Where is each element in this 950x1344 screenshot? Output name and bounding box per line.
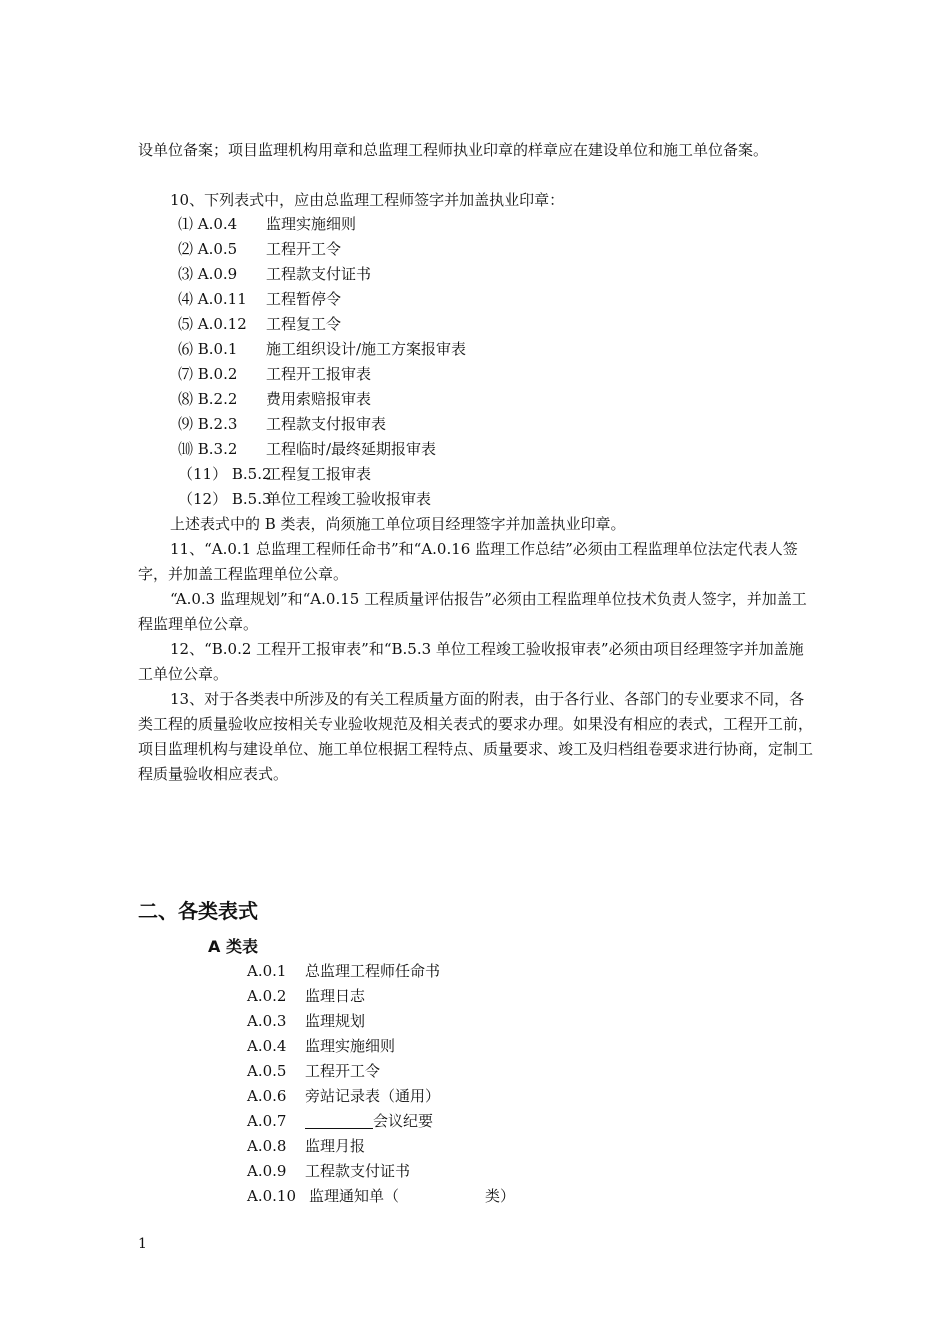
list-item: A.0.1 总监理工程师任命书 [247,962,441,980]
paragraph-item-10: 10、下列表式中，应由总监理工程师签字并加盖执业印章： [170,191,565,209]
list-item: A.0.10 监理通知单（ 类） [247,1187,516,1205]
paragraph-item-11: 11、“A.0.1 总监理工程师任命书”和“A.0.16 监理工作总结”必须由工程监理单位法定代表人签字，并加盖工程监理单位公章。 [138,540,798,583]
list-item: A.0.6 旁站记录表（通用） [247,1087,441,1105]
page-number: 1 [138,1236,147,1252]
list-item: A.0.3 监理规划 [247,1012,366,1030]
list-item: ⑽ B.3.2 工程临时/最终延期报审表 [178,440,437,458]
list-item: A.0.7 会议纪要 [247,1112,434,1130]
list-item: A.0.2 监理日志 [247,987,366,1005]
a-form-list [247,959,515,1209]
stamp-form-list [178,212,466,512]
paragraph-tech-lead: “A.0.3 监理规划”和“A.0.15 工程质量评估报告”必须由工程监理单位技术负责人签字，并加盖工程监理单位公章。 [138,590,807,633]
paragraph-filing: 设单位备案；项目监理机构用章和总监理工程师执业印章的样章应在建设单位和施工单位备案。 [138,141,769,159]
list-item: ⑵ A.0.5 工程开工令 [178,240,342,258]
paragraph-item-13: 13、对于各类表中所涉及的有关工程质量方面的附表，由于各行业、各部门的专业要求不同，各类工程的质量验收应按相关专业验收规范及相关表式的要求办理。如果没有相应的表式，工程开工前，项目监理机构与建设单位、施工单位根据工程特点、质量要求、竣工及归档组卷要求进行协商，定制工程质量验收相应表式。 [138,690,814,783]
list-item: A.0.4 监理实施细则 [247,1037,396,1055]
list-item: A.0.9 工程款支付证书 [247,1162,411,1180]
paragraph-item-12: 12、“B.0.2 工程开工报审表”和“B.5.3 单位工程竣工验收报审表”必须由项目经理签字并加盖施工单位公章。 [138,640,804,683]
paragraph-b-forms: 上述表式中的 B 类表，尚须施工单位项目经理签字并加盖执业印章。 [170,515,626,533]
section-title: 二、各类表式 [138,899,258,923]
list-item: ⑺ B.0.2 工程开工报审表 [178,365,372,383]
blank-underline [305,1112,373,1129]
list-item: ⑻ B.2.2 费用索赔报审表 [178,390,372,408]
list-item: （12） B.5.3单位工程竣工验收报审表 [178,490,432,508]
list-item: ⑸ A.0.12 工程复工令 [178,315,342,333]
list-item: ⑼ B.2.3 工程款支付报审表 [178,415,387,433]
list-item: ⑴ A.0.4 监理实施细则 [178,215,357,233]
list-item: A.0.8 监理月报 [247,1137,366,1155]
list-item: A.0.5 工程开工令 [247,1062,381,1080]
list-item: （11） B.5.2工程复工报审表 [178,465,372,483]
subsection-title: A 类表 [208,937,258,956]
list-item: ⑶ A.0.9 工程款支付证书 [178,265,372,283]
list-item: ⑹ B.0.1 施工组织设计/施工方案报审表 [178,340,467,358]
list-item: ⑷ A.0.11 工程暂停令 [178,290,342,308]
